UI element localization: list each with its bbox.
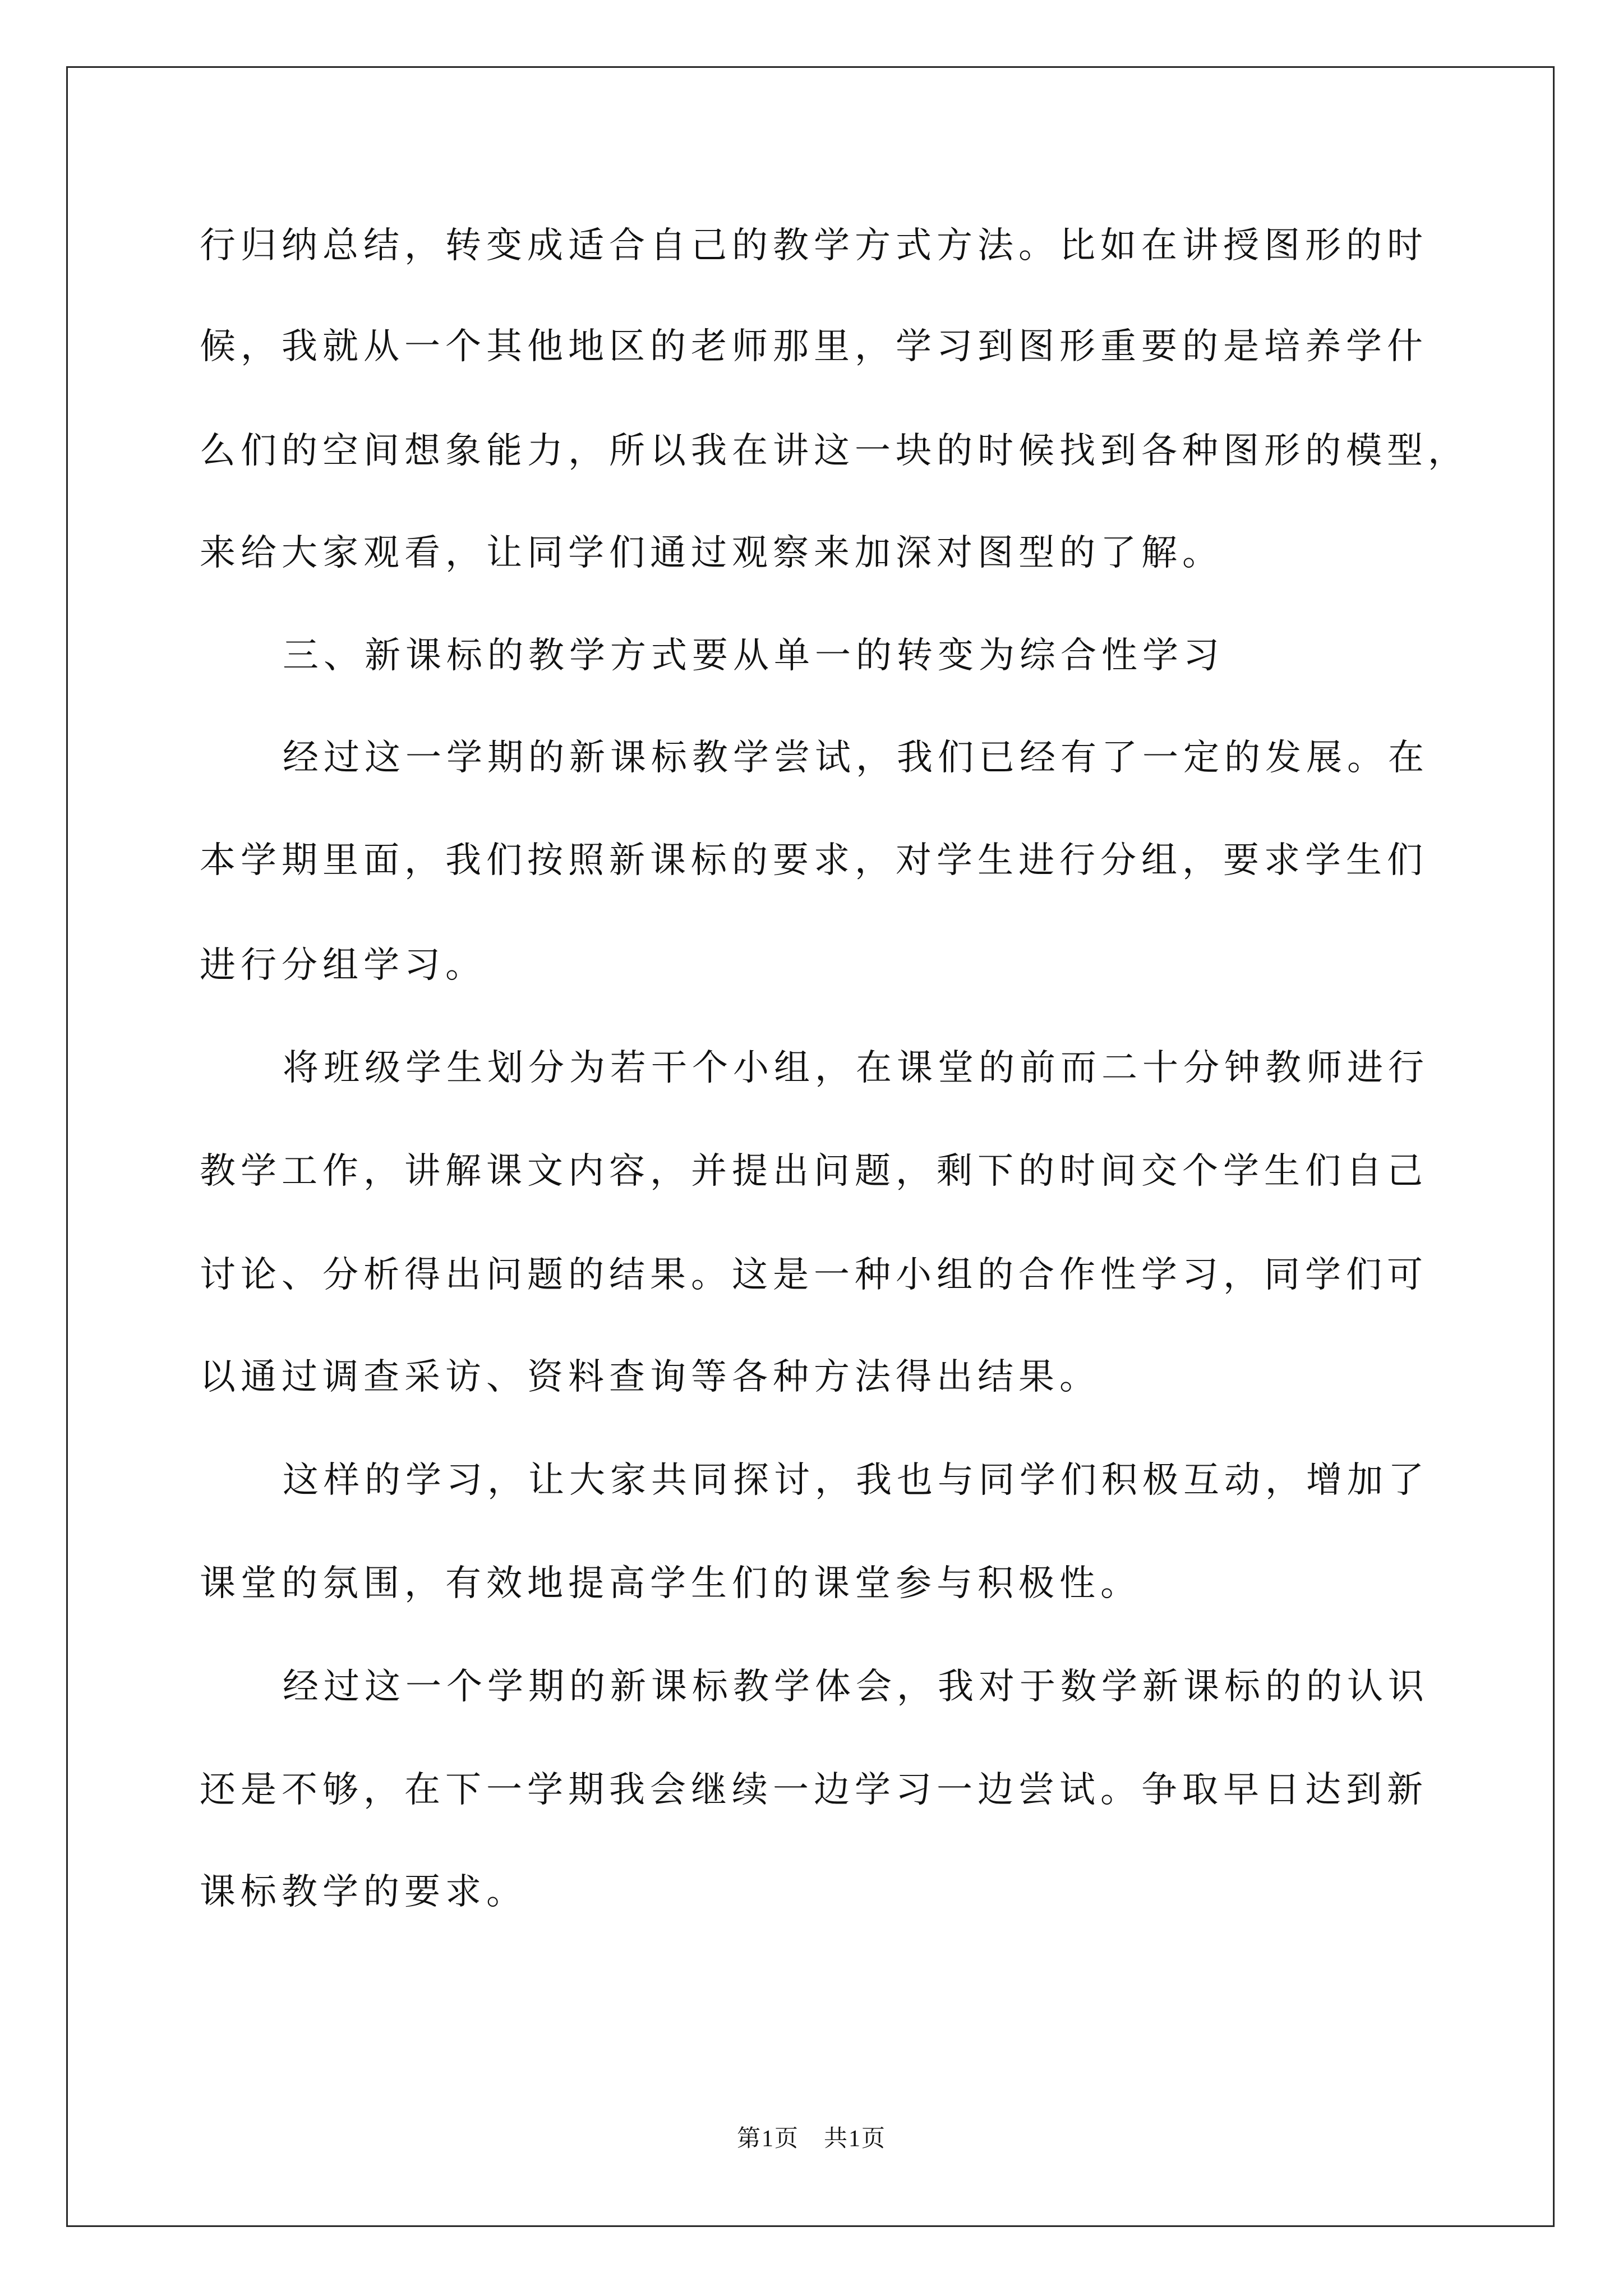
body-line: 候，我就从一个其他地区的老师那里，学习到图形重要的是培养学什 (200, 326, 1428, 367)
body-line: 本学期里面，我们按照新课标的要求，对学生进行分组，要求学生们 (200, 840, 1428, 881)
body-line: 经过这一学期的新课标教学尝试，我们已经有了一定的发展。在 (283, 737, 1429, 779)
body-line: 讨论、分析得出问题的结果。这是一种小组的合作性学习，同学们可 (200, 1254, 1428, 1296)
body-line: 么们的空间想象能力，所以我在讲这一块的时候找到各种图形的模型， (200, 430, 1469, 472)
body-line: 以通过调查采访、资料查询等各种方法得出结果。 (200, 1356, 1100, 1398)
body-line: 课标教学的要求。 (200, 1871, 527, 1913)
body-line: 还是不够，在下一学期我会继续一边学习一边尝试。争取早日达到新 (200, 1769, 1428, 1811)
body-line: 经过这一个学期的新课标教学体会，我对于数学新课标的的认识 (283, 1666, 1429, 1708)
body-line: 这样的学习，让大家共同探讨，我也与同学们积极互动，增加了 (283, 1460, 1429, 1501)
body-line: 教学工作，讲解课文内容，并提出问题，剩下的时间交个学生们自己 (200, 1151, 1428, 1192)
body-line: 进行分组学习。 (200, 945, 486, 986)
body-line: 行归纳总结，转变成适合自己的教学方式方法。比如在讲授图形的时 (200, 225, 1428, 266)
body-line: 来给大家观看，让同学们通过观察来加深对图型的了解。 (200, 532, 1223, 574)
body-line: 课堂的氛围，有效地提高学生们的课堂参与积极性。 (200, 1563, 1141, 1604)
section-heading: 三、新课标的教学方式要从单一的转变为综合性学习 (283, 635, 1224, 677)
body-line: 将班级学生划分为若干个小组，在课堂的前而二十分钟教师进行 (283, 1047, 1429, 1089)
page-number-footer: 第1页 共1页 (736, 2126, 886, 2152)
